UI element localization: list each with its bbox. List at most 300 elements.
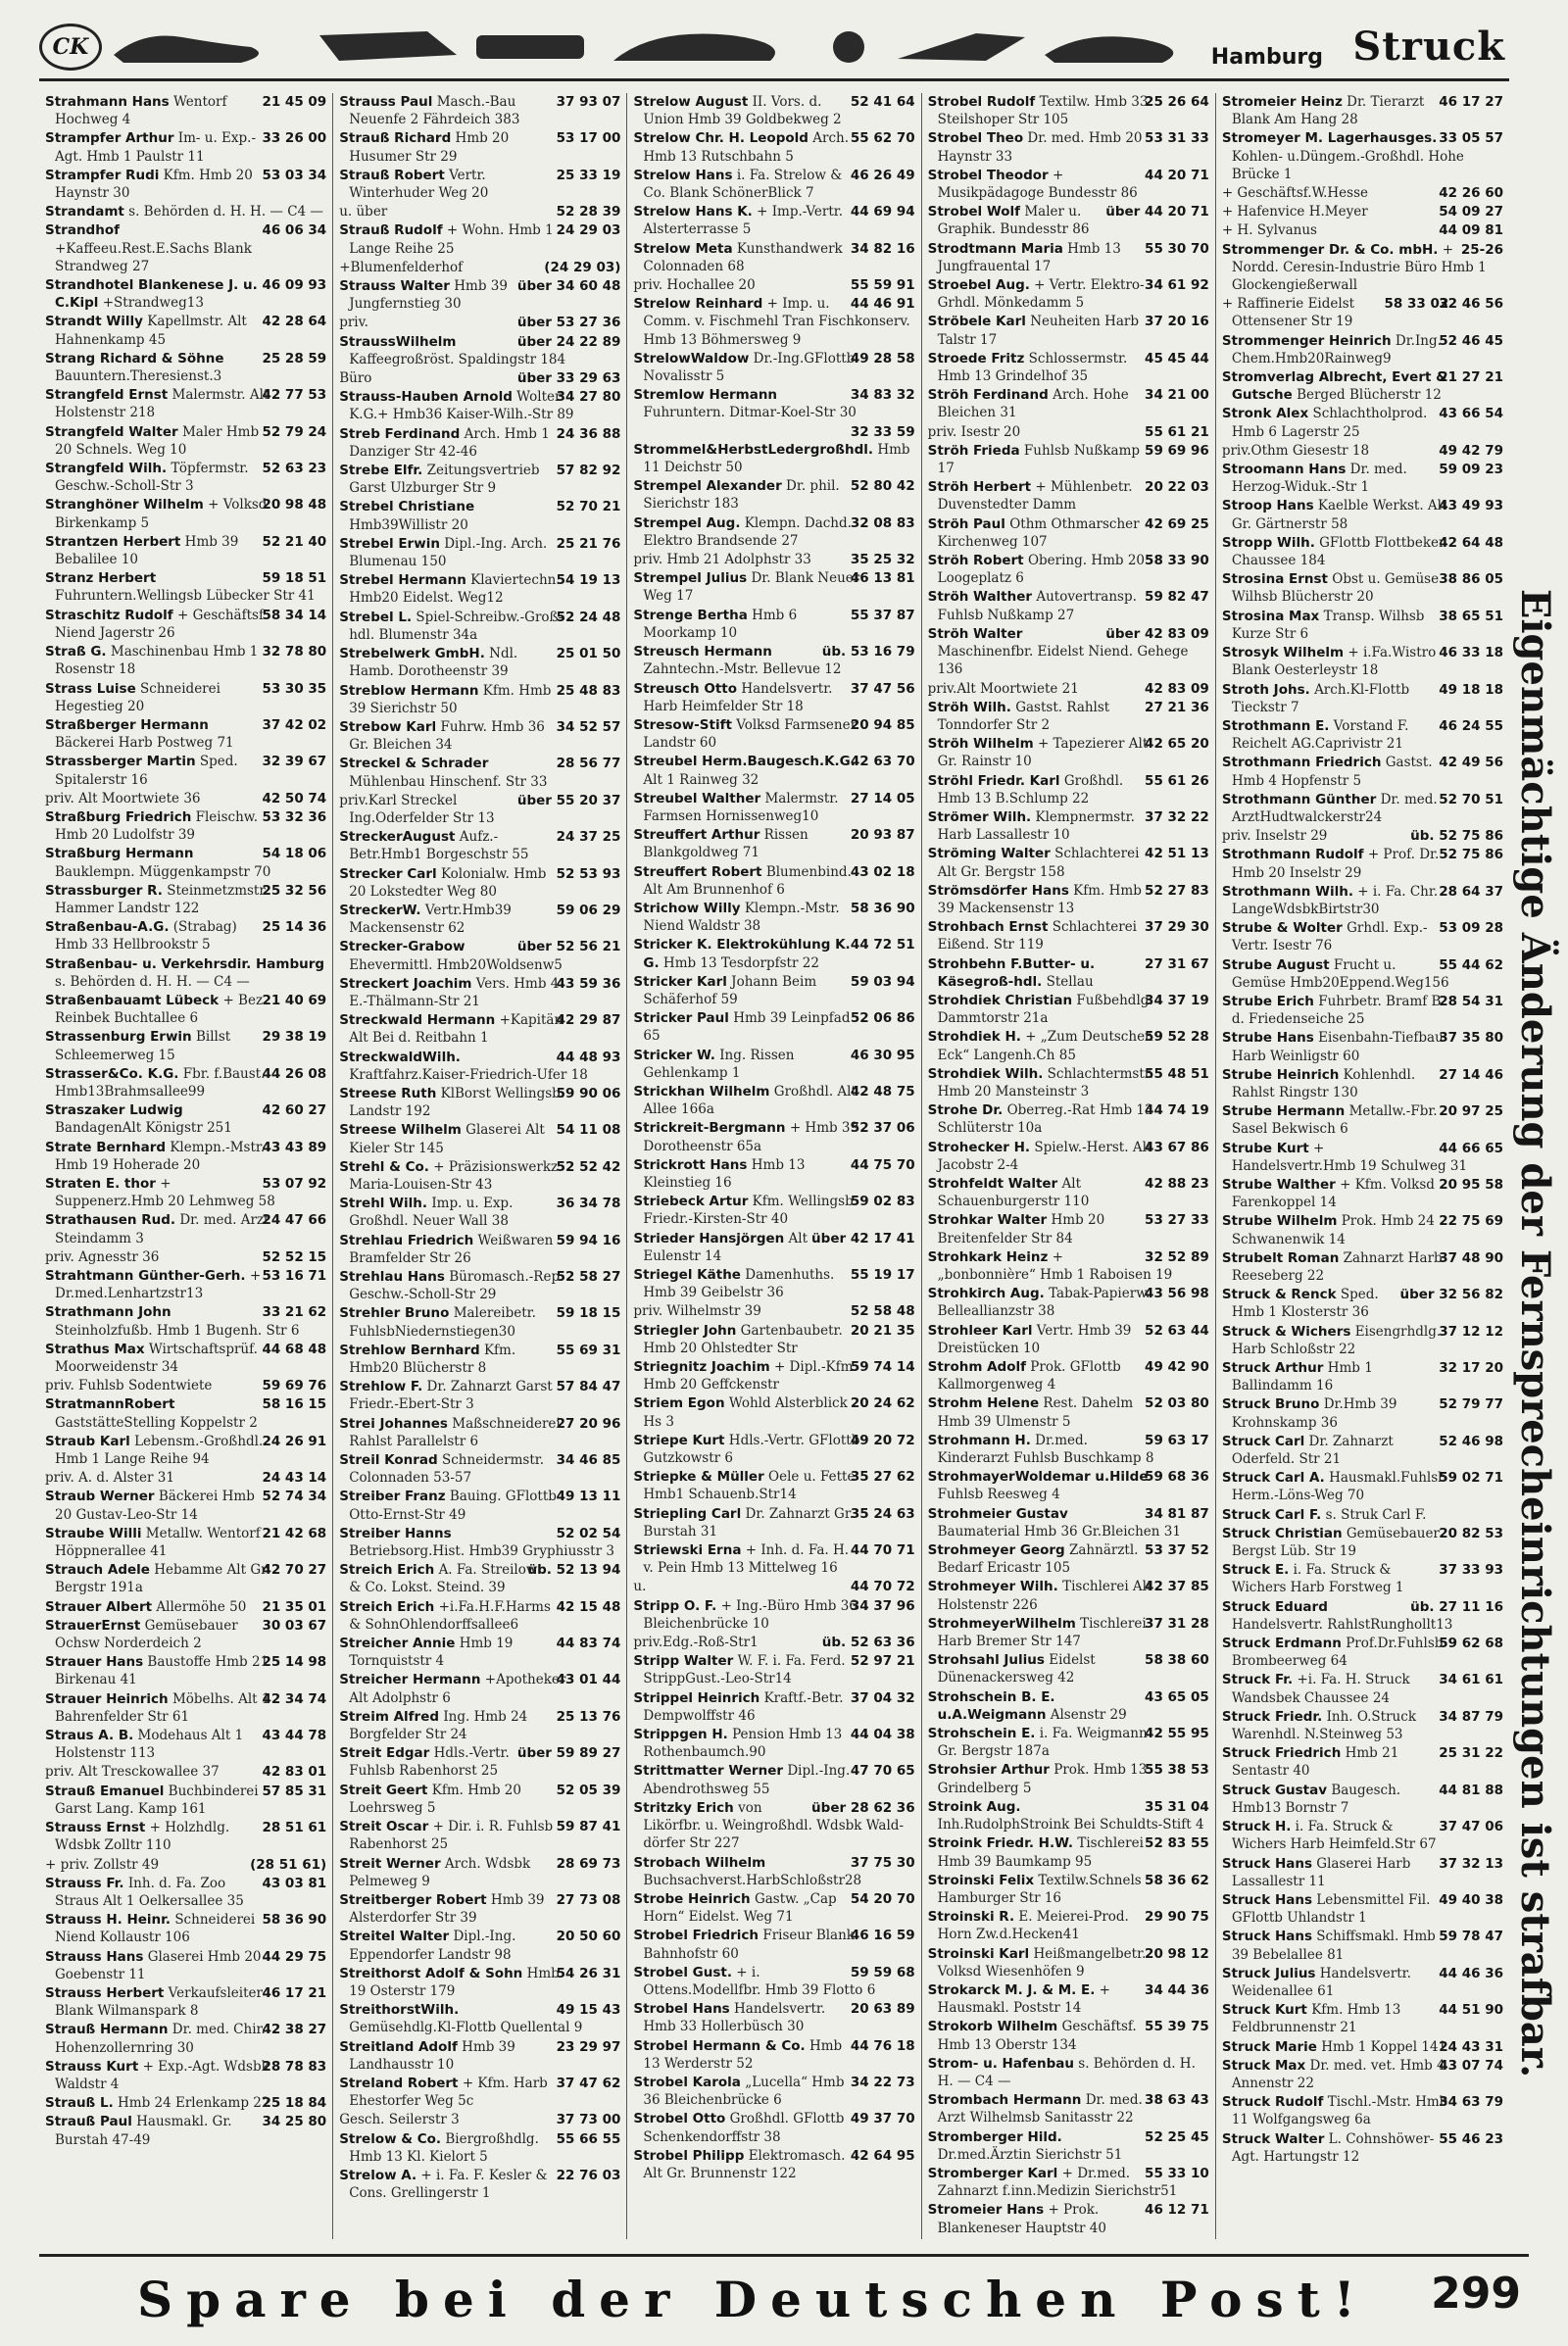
entry-name: Streitland Adolf bbox=[339, 2038, 458, 2055]
entry-details: Hmb 11 Deichstr 50 bbox=[643, 441, 910, 476]
entry-phone-number: 52 97 21 bbox=[850, 1653, 915, 1670]
entry-details: Handelsvertr. Weidenallee 61 bbox=[1231, 1965, 1411, 1999]
entry-phone-number: 42 15 48 bbox=[556, 1598, 621, 1615]
entry-phone-number: 42 34 74 bbox=[262, 1690, 327, 1707]
entry-details: Bäckerei Hmb 20 Gustav-Leo-Str 14 bbox=[55, 1489, 255, 1523]
publisher-logo: CK bbox=[39, 24, 102, 71]
entry-details: Rissen Blankgoldweg 71 bbox=[643, 827, 808, 861]
entry-details: Gastst. Hmb 4 Hopfenstr 5 bbox=[1231, 755, 1433, 789]
entry-details: Metallw. Wentorf Höppnerallee 41 bbox=[55, 1525, 261, 1560]
directory-entry bbox=[339, 1378, 620, 1413]
directory-entry bbox=[928, 588, 1209, 623]
entry-phone-number: 43 66 54 bbox=[1439, 406, 1504, 422]
entry-details: priv. Inselstr 29 bbox=[1221, 828, 1328, 845]
entry-phone-number: 42 49 56 bbox=[1439, 755, 1504, 771]
entry-name: Ströbele Karl bbox=[927, 314, 1026, 330]
entry-phone-number: 52 79 24 bbox=[262, 423, 327, 440]
directory-entry bbox=[339, 682, 620, 717]
directory-entry bbox=[1222, 1140, 1503, 1175]
entry-details: Klempn.-Mstr. Niend Waldstr 38 bbox=[643, 900, 840, 935]
entry-details: Hmb 19 Tornquiststr 4 bbox=[349, 1636, 514, 1670]
directory-entry bbox=[1222, 2130, 1503, 2166]
entry-phone-number: 25 26 64 bbox=[1145, 94, 1209, 110]
entry-phone-number: 52 83 55 bbox=[1145, 1835, 1209, 1852]
entry-details: Hmb 39 Alsterdorfer Str 39 bbox=[349, 1891, 545, 1927]
entry-phone-number: 37 42 02 bbox=[262, 716, 327, 733]
entry-phone-number: 52 63 44 bbox=[1145, 1322, 1209, 1339]
entry-details: Kolonialw. Hmb 20 Lokstedter Weg 80 bbox=[349, 865, 547, 900]
entry-phone-number: 44 75 70 bbox=[850, 1156, 915, 1173]
entry-phone-number: 28 69 73 bbox=[556, 1855, 621, 1872]
entry-phone-number: 42 38 27 bbox=[262, 2022, 327, 2038]
entry-phone-number: 53 32 36 bbox=[262, 808, 327, 825]
entry-phone-number: 42 69 25 bbox=[1145, 515, 1209, 532]
entry-details: Vertr.Hmb39 Mackensenstr 62 bbox=[349, 902, 512, 937]
entry-name: Ströh Walter bbox=[927, 625, 1023, 642]
directory-entry bbox=[339, 203, 620, 220]
entry-name: Strauer Heinrich bbox=[45, 1690, 169, 1707]
directory-entry bbox=[633, 1009, 914, 1045]
entry-details: Ndl. Hamb. Dorotheenstr 39 bbox=[349, 646, 518, 680]
entry-details: Eisengrhdlg. Harb Schloßstr 22 bbox=[1231, 1323, 1442, 1357]
entry-details: Oele u. Fette Hmb1 Schauenb.Str14 bbox=[643, 1469, 856, 1503]
entry-details: Transp. Wilhsb Kurze Str 6 bbox=[1231, 608, 1425, 642]
entry-phone-number: 52 21 40 bbox=[262, 533, 327, 550]
entry-details: Heißmangelbetr. Volksd Wiesenhöfen 9 bbox=[937, 1945, 1147, 1979]
entry-name: Struck Hans bbox=[1221, 1891, 1312, 1908]
entry-details: + Nordd. Ceresin-Industrie Büro Hmb 1 Glockengießerwall bbox=[1231, 241, 1487, 294]
entry-phone-number: 54 11 08 bbox=[556, 1122, 621, 1139]
entry-name: Strothmann Rudolf bbox=[1221, 847, 1364, 863]
entry-details: +Blumenfelderhof bbox=[339, 259, 464, 275]
entry-details: Kfm. Hmb 39 Mackensenstr 13 bbox=[937, 882, 1142, 916]
side-notice bbox=[1511, 588, 1560, 2077]
directory-entry bbox=[633, 1394, 914, 1430]
directory-entry bbox=[633, 2074, 914, 2109]
entry-name: Streithorst Adolf & Sohn bbox=[339, 1965, 523, 1981]
entry-phone-number: 44 46 91 bbox=[850, 296, 915, 313]
entry-name: Striegler John bbox=[633, 1322, 737, 1339]
entry-details: + Hausmakl. Poststr 14 bbox=[937, 1981, 1110, 2017]
side-notice-text: Eigenmächtige Änderung der Fernsprecheinrichtungen ist strafbar. bbox=[1512, 588, 1559, 2077]
entry-phone-number: 52 25 45 bbox=[1145, 2128, 1209, 2145]
entry-name: Strohmann H. bbox=[927, 1432, 1031, 1448]
directory-entry bbox=[1222, 203, 1503, 220]
directory-entry bbox=[928, 203, 1209, 238]
entry-name: Streuffert Arthur bbox=[633, 827, 760, 844]
entry-details: Dr. med. Arzt Wilhelmsb Sanitasstr 22 bbox=[937, 2092, 1143, 2126]
entry-phone-number: 27 21 36 bbox=[1145, 699, 1209, 715]
entry-details: Arch. Hmb 13 Rutschbahn 5 bbox=[643, 130, 849, 165]
entry-name: Stromverlag Albrecht, Evert & Gutsche bbox=[1221, 369, 1447, 404]
entry-phone-number: 33 26 00 bbox=[262, 130, 327, 147]
entry-details: + Prof. Dr. Hmb 20 Inselstr 29 bbox=[1231, 847, 1440, 881]
directory-entry bbox=[45, 1561, 326, 1596]
entry-phone-number: 47 70 65 bbox=[850, 1763, 915, 1780]
entry-phone-number: 22 75 69 bbox=[1439, 1213, 1504, 1230]
entry-details: Biergroßhdlg. Hmb 13 Kl. Kielort 5 bbox=[349, 2130, 539, 2165]
entry-details: Geschäftsf. Hmb 13 Oberstr 134 bbox=[937, 2019, 1137, 2053]
directory-entry bbox=[928, 1101, 1209, 1137]
entry-phone-number: 34 37 19 bbox=[1145, 992, 1209, 1008]
directory-entry bbox=[339, 1708, 620, 1743]
entry-details: Tischlerei Alt Holstenstr 226 bbox=[937, 1579, 1152, 1613]
directory-entry bbox=[1222, 754, 1503, 789]
entry-phone-number: 32 39 67 bbox=[262, 754, 327, 770]
entry-name: Struck Gustav bbox=[1221, 1782, 1328, 1798]
directory-entry bbox=[928, 2128, 1209, 2164]
entry-phone-number: 53 37 52 bbox=[1145, 1542, 1209, 1559]
entry-name: Strickrott Hans bbox=[633, 1156, 748, 1173]
entry-phone-number: 46 16 59 bbox=[850, 1928, 915, 1944]
entry-name: Strathausen Rud. bbox=[45, 1212, 176, 1229]
entry-details: Sped. Spitalerstr 16 bbox=[55, 754, 238, 788]
entry-details: Tabak-Papierw. Belleallianzstr 38 bbox=[937, 1286, 1151, 1320]
entry-name: Strohecker H. bbox=[927, 1139, 1031, 1155]
entry-phone-number: 53 27 33 bbox=[1145, 1212, 1209, 1229]
entry-details: +„bonbonnière“ Hmb 1 Raboisen 19 bbox=[937, 1248, 1173, 1283]
entry-phone-number: 37 04 32 bbox=[850, 1689, 915, 1706]
entry-name: Strommenger Dr. & Co. mbH. bbox=[1221, 241, 1439, 258]
directory-entry bbox=[928, 93, 1209, 128]
directory-entry bbox=[339, 571, 620, 607]
entry-phone-number: 32 33 59 bbox=[850, 423, 915, 440]
entry-phone-number: 34 27 80 bbox=[556, 389, 621, 406]
directory-entry bbox=[339, 2167, 620, 2202]
entry-name: Stroinski Karl bbox=[927, 1945, 1030, 1962]
entry-name: Strohschein E. bbox=[927, 1726, 1036, 1742]
directory-entry bbox=[339, 975, 620, 1010]
entry-phone-number: 59 59 68 bbox=[850, 1964, 915, 1980]
entry-phone-number: 21 35 01 bbox=[262, 1598, 327, 1615]
entry-phone-number: 20 63 89 bbox=[850, 2001, 915, 2018]
entry-details: Schneiderei Niend Kollaustr 106 bbox=[55, 1912, 256, 1946]
entry-phone-number: 24 37 25 bbox=[556, 829, 621, 846]
entry-details: Möbelhs. Alt 1 Bahrenfelder Str 61 bbox=[55, 1690, 270, 1725]
entry-name: Strobach Wilhelm bbox=[633, 1854, 766, 1871]
directory-entry bbox=[45, 386, 326, 421]
entry-details: Zahntechn.-Mstr. Bellevue 12 bbox=[643, 661, 842, 678]
directory-entry bbox=[928, 1541, 1209, 1577]
entry-name: Streusch Otto bbox=[633, 680, 738, 697]
entry-phone-number: 29 38 19 bbox=[262, 1029, 327, 1046]
entry-details: s. Behörden d. H. H. — C4 — bbox=[128, 204, 323, 220]
entry-phone-number: 49 28 58 bbox=[850, 350, 915, 367]
entry-details: GaststätteStelling Koppelstr 2 bbox=[55, 1414, 258, 1431]
directory-entry bbox=[339, 388, 620, 423]
entry-details: Kaelble Werkst. Alt Gr. Gärtnerstr 58 bbox=[1231, 498, 1447, 532]
directory-entry bbox=[339, 2038, 620, 2074]
entry-details: i. Fa. Strelow & Co. Blank SchönerBlick 7 bbox=[643, 167, 843, 202]
entry-phone-number: 59 69 96 bbox=[1145, 442, 1209, 459]
directory-entry bbox=[339, 1415, 620, 1450]
entry-details: u. über bbox=[339, 204, 388, 220]
entry-phone-number: 52 58 48 bbox=[850, 1303, 915, 1320]
entry-details: Dr. Blank Neuer Weg 17 bbox=[643, 570, 860, 605]
entry-phone-number: 55 39 75 bbox=[1145, 2019, 1209, 2035]
directory-entry bbox=[339, 1451, 620, 1487]
directory-entry bbox=[928, 2201, 1209, 2236]
entry-name: Strohbach Ernst bbox=[927, 919, 1049, 936]
entry-details: Hausmakl.Fuhlsb Herm.-Löns-Weg 70 bbox=[1231, 1470, 1446, 1504]
directory-entry bbox=[928, 1505, 1209, 1540]
directory-entry bbox=[633, 2147, 914, 2182]
entry-details: Alt Eulenstr 14 bbox=[643, 1230, 808, 1264]
entry-details: priv. Hmb 21 Adolphstr 33 bbox=[633, 552, 811, 568]
entry-name: Streit Edgar bbox=[339, 1745, 430, 1762]
entry-phone-number: 54 18 06 bbox=[262, 846, 327, 862]
entry-name: Strom- u. Hafenbau bbox=[927, 2055, 1074, 2072]
entry-details: + i.Fa.Wistro Blank Oesterleystr 18 bbox=[1231, 645, 1437, 679]
directory-entry bbox=[45, 2113, 326, 2148]
entry-details: Vers. Hmb 4 E.-Thälmann-Str 21 bbox=[349, 975, 560, 1009]
entry-details: Dr. med. Hmb 20 Haynstr 33 bbox=[937, 130, 1143, 165]
entry-name: Strampfer Rudi bbox=[45, 167, 160, 183]
entry-phone-number: 59 06 29 bbox=[556, 902, 621, 918]
directory-entry bbox=[633, 900, 914, 935]
entry-phone-number: 52 28 39 bbox=[556, 204, 621, 220]
entry-details: Hmb 1 Koppel 141 bbox=[1321, 2038, 1447, 2055]
directory-entry bbox=[633, 1266, 914, 1301]
entry-details: Dr.Ing. Chem.Hmb20Rainweg9 bbox=[1231, 332, 1442, 367]
entry-details: Glaserei Hmb 20 Goebenstr 11 bbox=[55, 1948, 262, 1982]
entry-phone-number: 52 24 48 bbox=[556, 609, 621, 625]
entry-phone-number: 44 66 65 bbox=[1439, 1140, 1504, 1156]
directory-entry bbox=[339, 609, 620, 644]
entry-name: Stroinski Felix bbox=[927, 1872, 1035, 1888]
directory-entry bbox=[633, 1890, 914, 1926]
entry-name: Strube Wilhelm bbox=[1221, 1213, 1338, 1230]
entry-details: Hmb 21 Sentastr 40 bbox=[1231, 1745, 1399, 1780]
directory-entry bbox=[45, 313, 326, 348]
entry-details: + Volksd Birkenkamp 5 bbox=[55, 497, 268, 531]
directory-entry bbox=[928, 1322, 1209, 1357]
entry-details: priv. Alt Moortwiete 36 bbox=[45, 790, 201, 806]
entry-phone-number: 46 24 55 bbox=[1439, 717, 1504, 734]
entry-name: Strauss Ernst bbox=[45, 1820, 146, 1836]
entry-details: + Wohn. Hmb 1 Lange Reihe 25 bbox=[349, 222, 554, 257]
entry-details: Kfm. Hmb 20 Haynstr 30 bbox=[55, 167, 253, 202]
entry-details: priv. Wilhelmstr 39 bbox=[633, 1303, 761, 1320]
directory-entry bbox=[1222, 883, 1503, 918]
entry-name: Streblow Hermann bbox=[339, 682, 479, 699]
entry-details: + Hmb 39 Dorotheenstr 65a bbox=[643, 1120, 859, 1154]
entry-phone-number: 49 13 11 bbox=[556, 1489, 621, 1505]
entry-phone-number: 49 18 18 bbox=[1439, 681, 1504, 698]
entry-name: Strehlow F. bbox=[339, 1379, 423, 1395]
entry-name: Ströh Ferdinand bbox=[927, 387, 1049, 404]
entry-phone-number: 25 18 84 bbox=[262, 2095, 327, 2112]
directory-entry bbox=[633, 1083, 914, 1118]
entry-phone-number: über 33 29 63 bbox=[516, 370, 621, 387]
directory-entry bbox=[45, 496, 326, 531]
entry-details: Kfm. Hmb 39 Sierichstr 50 bbox=[349, 682, 552, 716]
directory-entry bbox=[339, 462, 620, 497]
entry-details: Betriebsorg.Hist. Hmb39 Gryphiusstr 3 bbox=[349, 1543, 614, 1560]
entry-phone-number: 52 75 86 bbox=[1439, 847, 1504, 863]
entry-details: s. Behörden d. H. H. — C4 — bbox=[937, 2055, 1196, 2089]
entry-details: Gartenbaubetr. Hmb 20 Ohlstedter Str bbox=[643, 1322, 843, 1356]
entry-name: Strelow A. bbox=[339, 2167, 417, 2183]
directory-entry bbox=[633, 167, 914, 202]
entry-name: Streit Werner bbox=[339, 1855, 441, 1872]
entry-name: Stroomann Hans bbox=[1221, 462, 1347, 478]
entry-details: Dr. Zahnarzt Oderfeld. Str 21 bbox=[1231, 1433, 1394, 1468]
entry-details: Dr.med.Ärztin Sierichstr 51 bbox=[937, 2146, 1123, 2163]
entry-phone-number: 27 31 67 bbox=[1145, 955, 1209, 972]
directory-entry bbox=[1222, 1708, 1503, 1743]
directory-entry bbox=[1222, 1506, 1503, 1524]
directory-entry bbox=[928, 350, 1209, 385]
directory-entry bbox=[45, 460, 326, 495]
entry-name: Straßenbau-A.G. bbox=[45, 919, 170, 936]
directory-entry bbox=[339, 1049, 620, 1084]
directory-entry bbox=[928, 1798, 1209, 1833]
entry-details: +Strandweg13 bbox=[102, 295, 204, 312]
entry-name: Strohsier Arthur bbox=[927, 1762, 1050, 1779]
directory-entry bbox=[633, 973, 914, 1008]
entry-phone-number: 42 29 87 bbox=[556, 1012, 621, 1029]
entry-name: StraussWilhelm bbox=[339, 333, 457, 350]
entry-name: Strangfeld Ernst bbox=[45, 387, 169, 404]
directory-entry bbox=[633, 295, 914, 349]
directory-entry bbox=[339, 938, 620, 973]
entry-details: Hmb 19 Osterstr 179 bbox=[349, 1965, 560, 1999]
directory-entry bbox=[339, 277, 620, 313]
entry-name: Strippgen H. bbox=[633, 1727, 728, 1743]
entry-details: priv. Fuhlsb Sodentwiete bbox=[45, 1378, 213, 1394]
entry-phone-number: 43 43 89 bbox=[262, 1139, 327, 1155]
entry-name: Strohschein B. E. u.A.Weigmann bbox=[927, 1688, 1055, 1723]
directory-entry bbox=[633, 1322, 914, 1357]
entry-name: Struck Friedrich bbox=[1221, 1745, 1342, 1762]
entry-name: Straube Willi bbox=[45, 1525, 142, 1541]
entry-details: Berged Blücherstr 12 bbox=[1297, 387, 1442, 404]
entry-details: Hmb 13 Tesdorpfstr 22 bbox=[662, 954, 819, 971]
directory-entry bbox=[339, 369, 620, 387]
entry-name: Struck Christian bbox=[1221, 1525, 1343, 1541]
entry-name: Stroink Friedr. H.W. bbox=[927, 1835, 1074, 1852]
directory-entry bbox=[339, 1158, 620, 1194]
directory-entry bbox=[1222, 1891, 1503, 1927]
entry-phone-number: 52 52 42 bbox=[556, 1158, 621, 1175]
directory-entry bbox=[1222, 1561, 1503, 1596]
directory-entry bbox=[1222, 129, 1503, 183]
entry-details: Handelsvertr. Hmb 33 Hollerbüsch 30 bbox=[643, 2001, 826, 2035]
entry-details: Fbr. f.Baust. Hmb13Brahmsallee99 bbox=[55, 1065, 266, 1100]
entry-phone-number: 37 20 16 bbox=[1145, 314, 1209, 330]
entry-name: Strass Luise bbox=[45, 680, 136, 697]
entry-name: Stromberger Hild. bbox=[927, 2128, 1062, 2145]
directory-entry bbox=[928, 1651, 1209, 1686]
entry-phone-number: 44 69 94 bbox=[850, 204, 915, 220]
entry-details: Baugesch. Hmb13 Bornstr 7 bbox=[1231, 1782, 1401, 1816]
entry-phone-number: 32 52 89 bbox=[1145, 1248, 1209, 1265]
entry-phone-number: über 24 22 89 bbox=[516, 333, 621, 350]
entry-phone-number: 59 62 68 bbox=[1439, 1636, 1504, 1652]
directory-entry bbox=[633, 1230, 914, 1265]
entry-name: Streuffert Robert bbox=[633, 863, 762, 880]
directory-entry bbox=[339, 259, 620, 276]
directory-entry bbox=[633, 936, 914, 971]
entry-name: Stromberger Karl bbox=[927, 2165, 1058, 2181]
entry-phone-number: 53 30 35 bbox=[262, 680, 327, 697]
entry-name: Strauss Herbert bbox=[45, 1984, 165, 2001]
entry-details: + Geschäftsf. Niend Jagerstr 26 bbox=[55, 607, 268, 641]
entry-phone-number: 55 30 70 bbox=[1145, 240, 1209, 257]
entry-phone-number: 42 70 27 bbox=[262, 1562, 327, 1579]
entry-details: Hmb39Willistr 20 bbox=[349, 516, 468, 533]
directory-entry bbox=[633, 1505, 914, 1540]
entry-details: Masch.-Bau Neuenfe 2 Fährdeich 383 bbox=[349, 94, 520, 128]
entry-phone-number: 46 17 21 bbox=[262, 1984, 327, 2001]
entry-name: Strohsahl Julius bbox=[927, 1652, 1045, 1669]
directory-entry bbox=[339, 1671, 620, 1706]
entry-details: Volksd Farmsener Landstr 60 bbox=[643, 716, 858, 752]
entry-name: Streese Wilhelm bbox=[339, 1122, 462, 1139]
entry-phone-number: über 59 89 27 bbox=[516, 1745, 621, 1762]
entry-phone-number: 43 44 78 bbox=[262, 1728, 327, 1744]
page-header bbox=[39, 20, 1509, 81]
entry-details: + Kfm. Harb Ehestorfer Weg 5c bbox=[349, 2075, 548, 2110]
entry-name: Strauer Albert bbox=[45, 1598, 153, 1615]
directory-entry bbox=[339, 1965, 620, 2000]
entry-phone-number: 32 17 20 bbox=[1439, 1360, 1504, 1377]
entry-name: Streiber Franz bbox=[339, 1489, 446, 1505]
directory-entry bbox=[45, 1488, 326, 1523]
entry-name: Strauss Kurt bbox=[45, 2058, 139, 2075]
entry-details: + Tapezierer Alt Gr. Rainstr 10 bbox=[937, 736, 1149, 770]
entry-phone-number: 55 61 26 bbox=[1145, 772, 1209, 789]
entry-details: Hmb 13 Werderstr 52 bbox=[643, 2037, 843, 2072]
entry-name: Ströh Paul bbox=[927, 515, 1005, 532]
entry-phone-number: 37 73 00 bbox=[556, 2112, 621, 2128]
entry-name: Striegnitz Joachim bbox=[633, 1359, 770, 1376]
entry-name: Struck Carl bbox=[1221, 1433, 1305, 1449]
entry-phone-number: 52 41 64 bbox=[850, 94, 915, 110]
directory-entry bbox=[339, 1195, 620, 1230]
entry-phone-number: 28 56 77 bbox=[556, 756, 621, 772]
directory-entry bbox=[633, 1799, 914, 1853]
directory-entry bbox=[1222, 1286, 1503, 1321]
directory-entry bbox=[1222, 956, 1503, 992]
directory-entry bbox=[45, 1433, 326, 1468]
entry-name: Strube Kurt bbox=[1221, 1140, 1309, 1156]
entry-name: Strittmatter Werner bbox=[633, 1763, 784, 1780]
entry-name: Struck & Wichers bbox=[1221, 1323, 1351, 1340]
entry-name: Strauß L. bbox=[45, 2095, 114, 2112]
entry-details: Kohlenhdl. Rahlst Ringstr 130 bbox=[1231, 1066, 1416, 1100]
directory-entry bbox=[45, 203, 326, 220]
entry-phone-number: 43 49 93 bbox=[1439, 498, 1504, 514]
entry-name: Strokorb Wilhelm bbox=[927, 2019, 1058, 2035]
entry-details: Sped. Hmb 1 Klosterstr 36 bbox=[1231, 1287, 1379, 1321]
entry-phone-number: 34 37 96 bbox=[850, 1597, 915, 1614]
entry-phone-number: 25 14 36 bbox=[262, 919, 327, 936]
entry-phone-number: 52 70 21 bbox=[556, 499, 621, 515]
entry-details: Schlossermstr. Hmb 13 Grindelhof 35 bbox=[937, 350, 1128, 385]
entry-phone-number: 42 51 13 bbox=[1145, 846, 1209, 862]
entry-details: + Bez. Reinbek Buchtallee 6 bbox=[55, 992, 268, 1027]
entry-name: Stranz Herbert bbox=[45, 570, 157, 587]
entry-phone-number: 27 14 46 bbox=[1439, 1066, 1504, 1083]
entry-phone-number: 34 81 87 bbox=[1145, 1505, 1209, 1522]
directory-entry bbox=[45, 1819, 326, 1854]
entry-details: Hmb 39 Landhausstr 10 bbox=[349, 2038, 515, 2073]
entry-phone-number: 24 43 14 bbox=[262, 1470, 327, 1487]
directory-entry bbox=[339, 2001, 620, 2036]
entry-name: Streubel Herm.Baugesch.K.G. bbox=[633, 754, 856, 770]
